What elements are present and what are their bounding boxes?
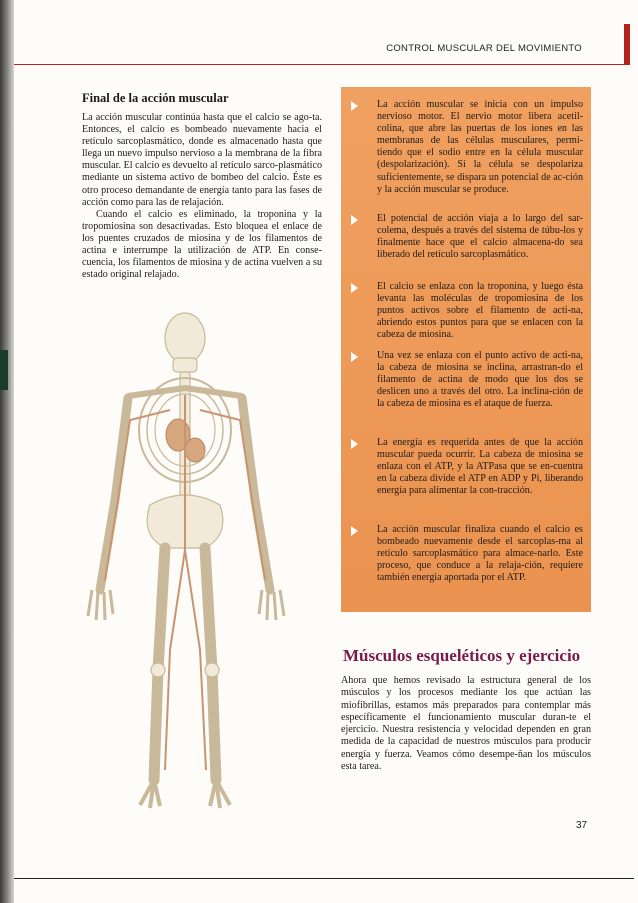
section-title: Final de la acción muscular bbox=[82, 91, 229, 105]
box-bullet-3 bbox=[353, 281, 583, 341]
box-bullet-text: La acción muscular finaliza cuando el calcio es bombeado nuevamente desde el sarcoplas-ma al retículo sarcoplasmático para almace-narlo. Este proceso, que conduce a la relaja-ción, requiere también energía aportada por el ATP. bbox=[377, 524, 583, 584]
box-bullet-text: La energía es requerida antes de que la acción muscular pueda ocurrir. La cabeza de miosina se enlaza con el ATP, y la ATPasa que se en-cuentra en la cabeza divide el ATP en ADP y Pi, liberando energía para alimentar la con-tracción. bbox=[377, 437, 583, 497]
box-bullet-text: El calcio se enlaza con la troponina, y luego ésta levanta las moléculas de tropomiosina de los puntos activos sobre el filamento de acti-na, abriendo estos puntos para que se enlacen con la cabeza de miosina. bbox=[377, 281, 583, 341]
arrow-bullet-icon bbox=[351, 526, 358, 536]
left-column bbox=[82, 91, 322, 281]
section-heading: Músculos esqueléticos y ejercicio bbox=[343, 646, 581, 665]
header-accent-bar bbox=[624, 24, 630, 64]
box-bullet-text: La acción muscular se inicia con un impulso nervioso motor. El nervio motor libera acetil-colina, que abre las puertas de los iones en las membranas de las células musculares, permi-tiendo que el sodio entre en la célula muscular (despolarización). Si la célula se despolariza suficientemente, se dispara un potencial de ac-ción y la acción muscular se produce. bbox=[377, 99, 583, 195]
box-bullet-2 bbox=[353, 213, 583, 261]
running-header bbox=[14, 38, 630, 65]
box-bullet-text: El potencial de acción viaja a lo largo del sar-colema, después a través del sistema de túbu-los y finalmente hace que el calcio almacena-do sea liberado del retículo sarcoplasmático. bbox=[377, 213, 583, 261]
process-summary-box bbox=[341, 87, 591, 612]
arrow-bullet-icon bbox=[351, 352, 358, 362]
box-bullet-1 bbox=[353, 99, 583, 196]
arrow-bullet-icon bbox=[351, 283, 358, 293]
box-bullet-5 bbox=[353, 437, 583, 497]
left-paragraph-2: Cuando el calcio es eliminado, la troponina y la tropomiosina son desactivadas. Esto bloquea el enlace de los puentes cruzados de miosina y de los filamentos de actina e interrumpe la utilización de ATP. En conse-cuencia, los filamentos de miosina y de actina vuelven a su estado original relajado. bbox=[82, 208, 322, 281]
page-number: 37 bbox=[576, 820, 588, 831]
box-bullet-4 bbox=[353, 350, 583, 410]
header-title: CONTROL MUSCULAR DEL MOVIMIENTO bbox=[386, 43, 582, 54]
spine-tab bbox=[0, 350, 8, 390]
book-spine bbox=[0, 0, 14, 903]
box-bullet-6 bbox=[353, 524, 583, 584]
arrow-bullet-icon bbox=[351, 215, 358, 225]
skeleton-illustration bbox=[70, 300, 320, 840]
box-bullet-text: Una vez se enlaza con el punto activo de acti-na, la cabeza de miosina se inclina, arrastran-do el filamento de actina de modo que los dos se deslicen uno a través del otro. La inclina-ción de la cabeza de miosina es el ataque de fuerza. bbox=[377, 350, 583, 410]
arrow-bullet-icon bbox=[351, 439, 358, 449]
section-paragraph: Ahora que hemos revisado la estructura general de los músculos y los procesos mediante los que actúan las miofibrillas, estamos más preparados para contemplar más específicamente el funcionamiento muscular duran-te el ejercicio. Nuestra resistencia y velocidad dependen en gran medida de la capacidad de nuestros músculos para producir energía y fuerza. Veamos cómo desempe-ñan los músculos esta tarea. bbox=[341, 675, 591, 773]
page-bottom-rule bbox=[14, 878, 634, 879]
left-paragraph-1: La acción muscular continúa hasta que el calcio se ago-ta. Entonces, el calcio es bombeado nuevamente hacia el retículo sarcoplasmático, donde es almacenado hasta que llega un nuevo impulso nervioso a la membrana de la fibra muscular. El calcio es devuelto al retículo sarco-plasmático mediante un sistema activo de bombeo del calcio. Éste es otro proceso demandante de energía tanto para las fases de acción como para las de relajación. bbox=[82, 112, 322, 208]
arrow-bullet-icon bbox=[351, 101, 358, 111]
